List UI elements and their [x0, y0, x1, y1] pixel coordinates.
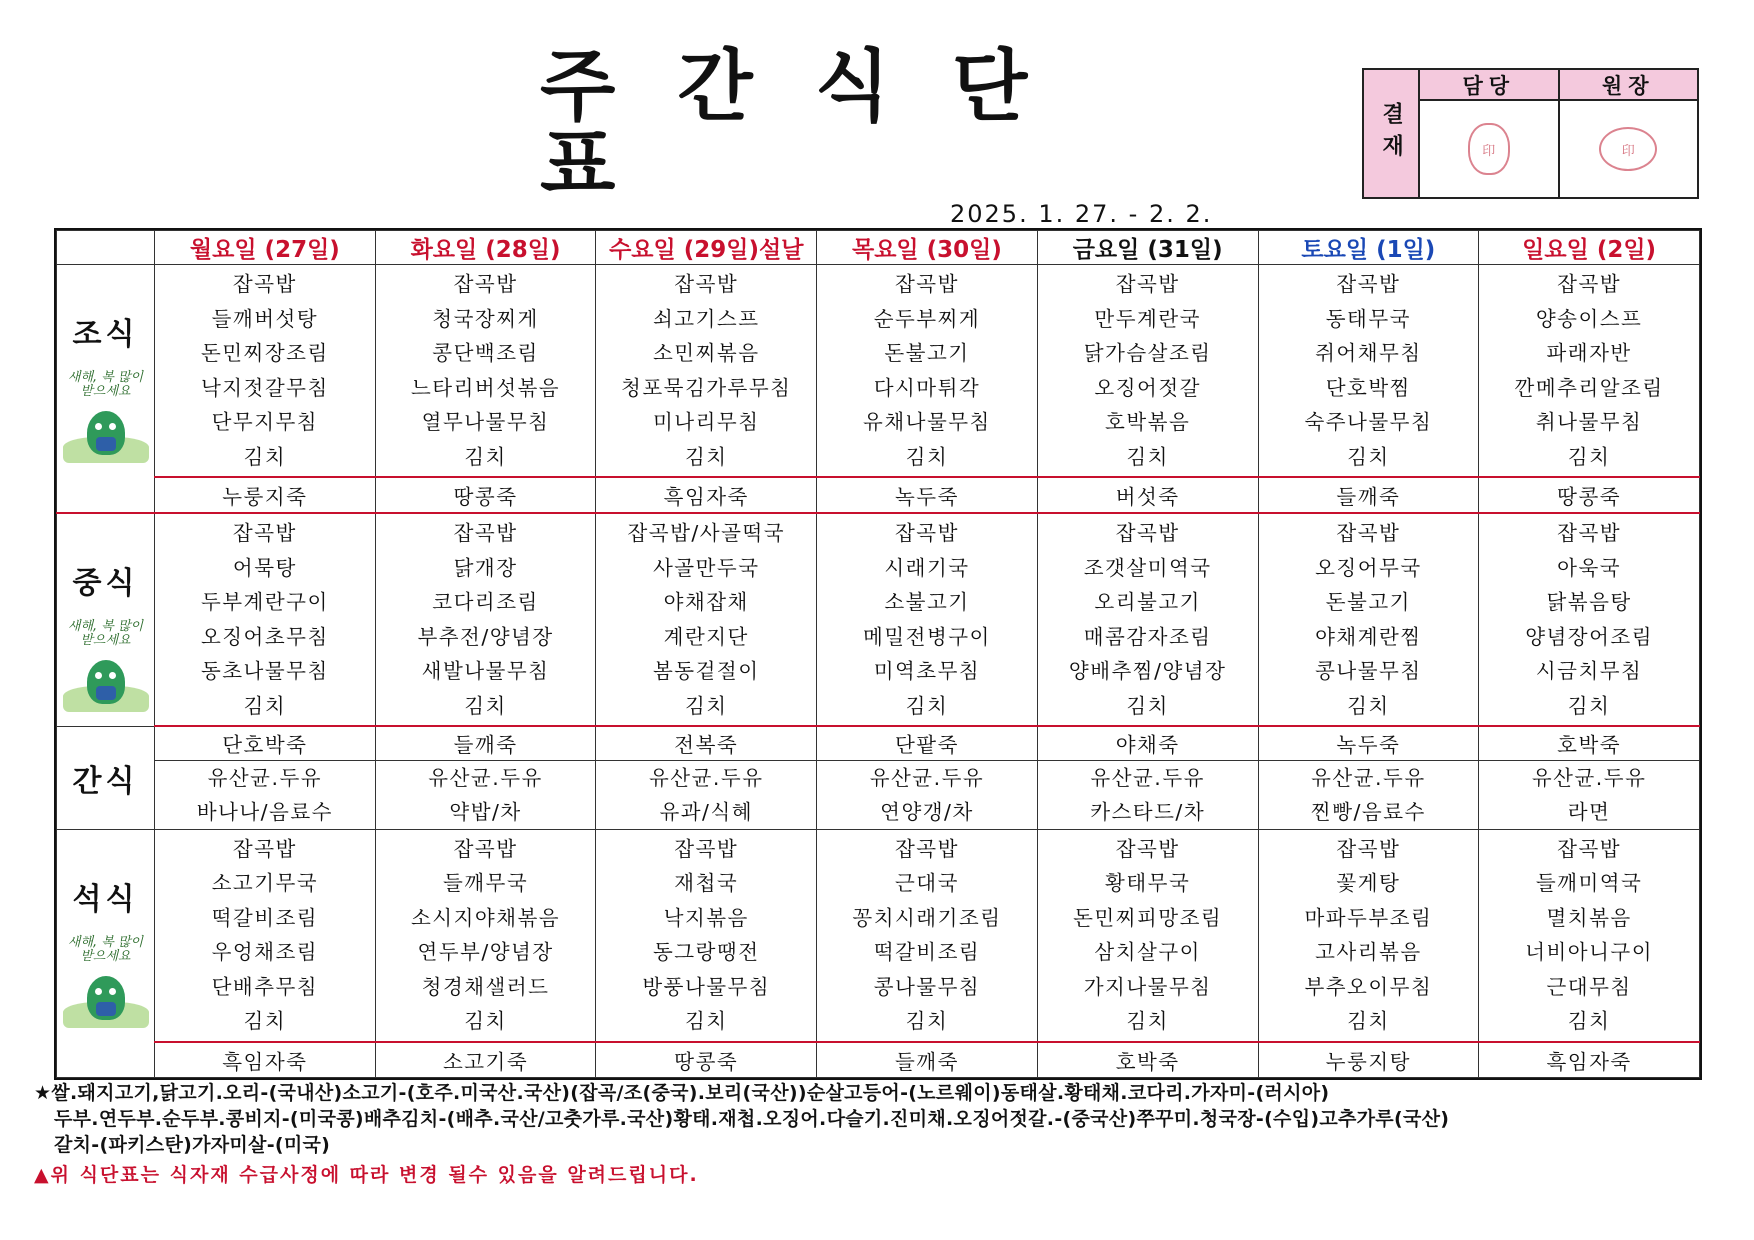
menu-item: 양배추찜/양념장	[1068, 659, 1227, 683]
day-header-4: 금요일 (31일)	[1037, 231, 1258, 265]
menu-item: 들깨무국	[442, 871, 529, 895]
menu-item: 잡곡밥	[1336, 836, 1401, 861]
menu-item: 김치	[464, 444, 507, 469]
menu-item: 유산균.두유	[648, 765, 764, 790]
menu-item: 김치	[1126, 444, 1169, 469]
menu-item: 사골만두국	[653, 555, 760, 580]
snack-porridge-4: 야채죽	[1037, 726, 1258, 760]
menu-item: 김치	[1347, 1009, 1390, 1033]
menu-item: 순두부찌게	[873, 306, 981, 331]
menu-item: 김치	[243, 444, 287, 469]
menu-item: 숙주나물무침	[1304, 410, 1433, 434]
snack-porridge-0: 단호박죽	[155, 726, 376, 760]
menu-item: 동그랑땡전	[653, 940, 760, 964]
menu-item: 잡곡밥	[1557, 272, 1622, 296]
menu-item: 양념장어조림	[1525, 624, 1654, 649]
dinner-porridge-row	[57, 1042, 1700, 1078]
dinner-items-row	[57, 829, 1700, 1042]
menu-item: 어묵탕	[232, 555, 297, 580]
menu-item: 청국장찌게	[432, 306, 539, 331]
snack-day-1	[375, 760, 596, 829]
mascot-icon	[63, 620, 149, 712]
breakfast-day-2	[596, 265, 817, 478]
breakfast-porridge-2: 흑임자죽	[596, 477, 817, 513]
menu-item: 잡곡밥	[674, 272, 739, 296]
menu-item: 오징어무국	[1315, 555, 1422, 580]
menu-item: 매콤감자조림	[1083, 624, 1212, 649]
approval-label-text: 결재	[1378, 101, 1404, 166]
dinner-day-2	[596, 829, 817, 1042]
breakfast-day-6	[1479, 265, 1700, 478]
lunch-label-cell	[57, 513, 155, 726]
breakfast-day-1	[375, 265, 596, 478]
menu-item: 김치	[1567, 444, 1611, 469]
approval-head-director: 원장	[1560, 70, 1698, 101]
date-range: 2025. 1. 27. - 2. 2.	[950, 200, 1213, 228]
mascot-icon	[63, 371, 149, 463]
breakfast-label: 조식	[72, 317, 139, 352]
day-header-2: 수요일 (29일)설날	[596, 231, 817, 265]
menu-item: 김치	[1126, 693, 1169, 718]
menu-item: 봄동겉절이	[653, 659, 760, 683]
origin-line-1: ★쌀.돼지고기,닭고기.오리-(국내산)소고기-(호주.미국산.국산)(잡곡/조(중국).보리(국산))순살고등어-(노르웨이)동태살.황태채.코다리.가자미-(러시아)	[34, 1082, 1330, 1104]
menu-item: 두부계란구이	[200, 590, 329, 614]
approval-col-staff	[1420, 70, 1558, 197]
menu-item: 연양갱/차	[880, 799, 974, 824]
snack-day-4	[1037, 760, 1258, 829]
menu-item: 야채잡채	[663, 590, 749, 614]
menu-item: 잡곡밥	[453, 836, 518, 861]
menu-item: 삼치살구이	[1094, 940, 1201, 964]
breakfast-label-cell	[57, 265, 155, 514]
menu-item: 잡곡밥	[453, 521, 518, 545]
menu-item: 근대무침	[1546, 974, 1632, 999]
menu-item: 잡곡밥	[1557, 521, 1622, 545]
menu-item: 카스타드/차	[1090, 799, 1206, 824]
menu-item: 잡곡밥	[1557, 836, 1622, 861]
menu-item: 야채계란찜	[1315, 624, 1422, 649]
dinner-day-5	[1258, 829, 1479, 1042]
seal-stamp-icon: 印	[1468, 123, 1510, 175]
menu-item: 쇠고기스프	[653, 306, 760, 331]
menu-item: 유과/식혜	[659, 799, 754, 824]
menu-item: 떡갈비조림	[873, 940, 981, 964]
snack-day-3	[817, 760, 1038, 829]
menu-item: 단호박찜	[1325, 375, 1411, 400]
lunch-label: 중식	[72, 566, 139, 601]
menu-item: 새발나물무침	[421, 659, 550, 683]
menu-item: 너비아니구이	[1525, 940, 1654, 964]
day-header-3: 목요일 (30일)	[817, 231, 1038, 265]
snack-porridge-6: 호박죽	[1479, 726, 1700, 760]
breakfast-porridge-6: 땅콩죽	[1479, 477, 1700, 513]
menu-item: 돈불고기	[884, 341, 970, 365]
menu-item: 김치	[1567, 693, 1611, 718]
menu-item: 청경채샐러드	[421, 974, 550, 999]
menu-table	[54, 228, 1702, 1080]
menu-item: 청포묵김가루무침	[621, 375, 792, 400]
menu-item: 미역초무침	[873, 659, 981, 683]
menu-item: 돈불고기	[1325, 590, 1411, 614]
menu-item: 부추전/양념장	[417, 624, 554, 649]
menu-item: 낙지볶음	[663, 905, 749, 930]
seal-stamp-icon: 印	[1599, 127, 1657, 171]
menu-item: 연두부/양념장	[417, 940, 554, 964]
dinner-porridge-1: 소고기죽	[375, 1042, 596, 1078]
approval-box	[1362, 68, 1699, 199]
menu-item: 시래기국	[884, 555, 970, 580]
dinner-day-0	[155, 829, 376, 1042]
lunch-day-6	[1479, 513, 1700, 726]
dinner-porridge-2: 땅콩죽	[596, 1042, 817, 1078]
menu-item: 유산균.두유	[428, 765, 543, 790]
menu-item: 부추오이무침	[1304, 974, 1433, 999]
menu-item: 오징어젓갈	[1094, 375, 1201, 400]
menu-item: 호박볶음	[1105, 410, 1191, 434]
menu-item: 잡곡밥	[453, 272, 518, 296]
menu-item: 김치	[684, 693, 728, 718]
menu-item: 오리불고기	[1094, 590, 1201, 614]
menu-item: 잡곡밥/사골떡국	[627, 521, 786, 545]
menu-item: 잡곡밥	[232, 272, 297, 296]
dinner-label: 석식	[72, 881, 139, 917]
menu-item: 닭가슴살조림	[1083, 341, 1212, 365]
menu-item: 찐빵/음료수	[1310, 799, 1426, 824]
menu-item: 잡곡밥	[895, 272, 959, 296]
breakfast-items-row	[57, 265, 1700, 478]
approval-head-staff: 담당	[1420, 70, 1558, 101]
breakfast-porridge-0: 누룽지죽	[155, 477, 376, 513]
menu-item: 김치	[1347, 444, 1390, 469]
menu-item: 재첩국	[674, 871, 739, 895]
menu-item: 돈민찌장조림	[200, 341, 329, 365]
menu-item: 김치	[905, 693, 949, 718]
menu-item: 들깨버섯탕	[211, 306, 319, 331]
menu-item: 미나리무침	[653, 410, 760, 434]
menu-item: 꽃게탕	[1336, 871, 1401, 895]
dinner-day-6	[1479, 829, 1700, 1042]
snack-day-2	[596, 760, 817, 829]
notes	[34, 1080, 1724, 1188]
menu-item: 조갯살미역국	[1083, 555, 1212, 580]
page-title: 주간식단표	[540, 42, 1090, 210]
menu-item: 쥐어채무침	[1315, 341, 1422, 365]
dinner-label-cell	[57, 829, 155, 1078]
breakfast-porridge-5: 들깨죽	[1258, 477, 1479, 513]
breakfast-day-0	[155, 265, 376, 478]
breakfast-porridge-row	[57, 477, 1700, 513]
menu-item: 소불고기	[884, 590, 970, 614]
menu-item: 파래자반	[1546, 341, 1632, 365]
mascot-caption: 새해, 복 많이 받으세요	[67, 619, 144, 649]
breakfast-porridge-1: 땅콩죽	[375, 477, 596, 513]
menu-item: 만두계란국	[1094, 306, 1201, 331]
menu-item: 열무나물무침	[421, 410, 550, 434]
menu-item: 김치	[684, 444, 728, 469]
snack-day-6	[1479, 760, 1700, 829]
menu-item: 유산균.두유	[207, 765, 323, 790]
menu-item: 꽁치시래기조림	[852, 905, 1002, 930]
approval-col-director	[1558, 70, 1698, 197]
menu-item: 유산균.두유	[1311, 765, 1426, 790]
menu-item: 가지나물무침	[1083, 974, 1212, 999]
menu-item: 잡곡밥	[674, 836, 739, 861]
menu-item: 돈민찌피망조림	[1073, 905, 1223, 930]
day-header-0: 월요일 (27일)	[155, 231, 376, 265]
menu-item: 소고기무국	[211, 871, 319, 895]
menu-item: 시금치무침	[1535, 659, 1643, 683]
menu-item: 김치	[684, 1009, 728, 1033]
breakfast-porridge-4: 버섯죽	[1037, 477, 1258, 513]
mascot-caption: 새해, 복 많이 받으세요	[67, 934, 144, 964]
corner-cell	[57, 231, 155, 265]
menu-item: 콩나물무침	[1315, 659, 1422, 683]
snack-porridge-2: 전복죽	[596, 726, 817, 760]
dinner-day-1	[375, 829, 596, 1042]
menu-item: 동태무국	[1325, 306, 1411, 331]
menu-item: 오징어초무침	[200, 624, 329, 649]
snack-porridge-1: 들깨죽	[375, 726, 596, 760]
menu-item: 콩단백조림	[432, 341, 539, 365]
menu-item: 들깨미역국	[1535, 871, 1643, 895]
mascot-caption: 새해, 복 많이 받으세요	[67, 370, 144, 400]
day-header-5: 토요일 (1일)	[1258, 231, 1479, 265]
menu-item: 잡곡밥	[1115, 272, 1180, 296]
menu-item: 코다리조림	[432, 590, 539, 614]
approval-sign-director	[1560, 101, 1698, 197]
dinner-porridge-3: 들깨죽	[817, 1042, 1038, 1078]
snack-day-5	[1258, 760, 1479, 829]
day-header-1: 화요일 (28일)	[375, 231, 596, 265]
menu-item: 황태무국	[1105, 871, 1191, 895]
menu-item: 멸치볶음	[1546, 905, 1632, 930]
menu-item: 느타리버섯볶음	[410, 375, 561, 400]
snack-row-2	[57, 760, 1700, 829]
menu-item: 방풍나물무침	[642, 974, 771, 999]
lunch-day-3	[817, 513, 1038, 726]
menu-item: 김치	[1567, 1009, 1611, 1033]
approval-sign-staff	[1420, 101, 1558, 197]
snack-row-1	[57, 726, 1700, 760]
menu-item: 잡곡밥	[1115, 521, 1180, 545]
menu-item: 유산균.두유	[869, 765, 985, 790]
day-header-6: 일요일 (2일)	[1479, 231, 1700, 265]
lunch-day-0	[155, 513, 376, 726]
menu-item: 단무지무침	[211, 410, 319, 434]
menu-item: 잡곡밥	[232, 836, 297, 861]
menu-item: 김치	[464, 1009, 507, 1033]
menu-item: 라면	[1567, 799, 1611, 824]
approval-label	[1364, 70, 1420, 197]
menu-item: 낙지젓갈무침	[200, 375, 329, 400]
menu-item: 근대국	[895, 871, 959, 895]
snack-porridge-3: 단팥죽	[817, 726, 1038, 760]
menu-item: 메밀전병구이	[863, 624, 991, 649]
menu-item: 잡곡밥	[895, 521, 959, 545]
dinner-porridge-4: 호박죽	[1037, 1042, 1258, 1078]
dinner-day-4	[1037, 829, 1258, 1042]
menu-item: 잡곡밥	[895, 836, 959, 861]
snack-porridge-5: 녹두죽	[1258, 726, 1479, 760]
breakfast-porridge-3: 녹두죽	[817, 477, 1038, 513]
origin-line-2: 두부.연두부.순두부.콩비지-(미국콩)배추김치-(배추.국산/고춧가루.국산)황태.재첩.오징어.다슬기.진미채.오징어젓갈.-(중국산)쭈꾸미.청국장-(수입)고추가루(국산)	[54, 1108, 1450, 1130]
breakfast-day-4	[1037, 265, 1258, 478]
menu-item: 깐메추리알조림	[1514, 375, 1664, 400]
menu-item: 잡곡밥	[1115, 836, 1180, 861]
dinner-porridge-0: 흑임자죽	[155, 1042, 376, 1078]
menu-item: 취나물무침	[1535, 410, 1643, 434]
menu-item: 떡갈비조림	[211, 905, 319, 930]
menu-item: 김치	[243, 1009, 287, 1033]
menu-item: 닭개장	[453, 555, 518, 580]
menu-item: 고사리볶음	[1315, 940, 1422, 964]
menu-item: 닭볶음탕	[1546, 590, 1632, 614]
menu-item: 유채나물무침	[863, 410, 991, 434]
lunch-day-2	[596, 513, 817, 726]
change-warning: ▲위 식단표는 식자재 수급사정에 따라 변경 될수 있음을 알려드립니다.	[34, 1164, 699, 1186]
mascot-icon	[63, 936, 149, 1028]
menu-item: 계란지단	[663, 624, 749, 649]
snack-day-0	[155, 760, 376, 829]
menu-item: 바나나/음료수	[196, 799, 333, 824]
menu-item: 잡곡밥	[232, 521, 297, 545]
dinner-porridge-6: 흑임자죽	[1479, 1042, 1700, 1078]
menu-item: 양송이스프	[1535, 306, 1643, 331]
menu-item: 콩나물무침	[873, 974, 981, 999]
breakfast-day-5	[1258, 265, 1479, 478]
lunch-items-row	[57, 513, 1700, 726]
menu-item: 마파두부조림	[1304, 905, 1433, 930]
menu-item: 김치	[905, 1009, 949, 1033]
menu-item: 김치	[464, 693, 507, 718]
menu-item: 잡곡밥	[1336, 521, 1401, 545]
lunch-day-5	[1258, 513, 1479, 726]
menu-item: 김치	[905, 444, 949, 469]
lunch-day-4	[1037, 513, 1258, 726]
menu-item: 동초나물무침	[200, 659, 329, 683]
menu-item: 소시지야채볶음	[410, 905, 561, 930]
menu-item: 약밥/차	[449, 799, 522, 824]
menu-item: 김치	[1347, 693, 1390, 718]
snack-label: 간식	[72, 763, 139, 799]
menu-item: 단배추무침	[211, 974, 319, 999]
menu-item: 다시마튀각	[873, 375, 981, 400]
menu-item: 김치	[243, 693, 287, 718]
menu-item: 아욱국	[1557, 555, 1622, 580]
menu-item: 김치	[1126, 1009, 1169, 1033]
snack-label-cell	[57, 726, 155, 829]
menu-item: 유산균.두유	[1090, 765, 1205, 790]
breakfast-day-3	[817, 265, 1038, 478]
day-header-row	[57, 231, 1700, 265]
dinner-day-3	[817, 829, 1038, 1042]
lunch-day-1	[375, 513, 596, 726]
menu-item: 소민찌볶음	[653, 341, 760, 365]
dinner-porridge-5: 누룽지탕	[1258, 1042, 1479, 1078]
origin-line-3: 갈치-(파키스탄)가자미살-(미국)	[54, 1134, 331, 1156]
menu-item: 우엉채조림	[211, 940, 319, 964]
menu-item: 잡곡밥	[1336, 272, 1401, 296]
menu-item: 유산균.두유	[1531, 765, 1647, 790]
